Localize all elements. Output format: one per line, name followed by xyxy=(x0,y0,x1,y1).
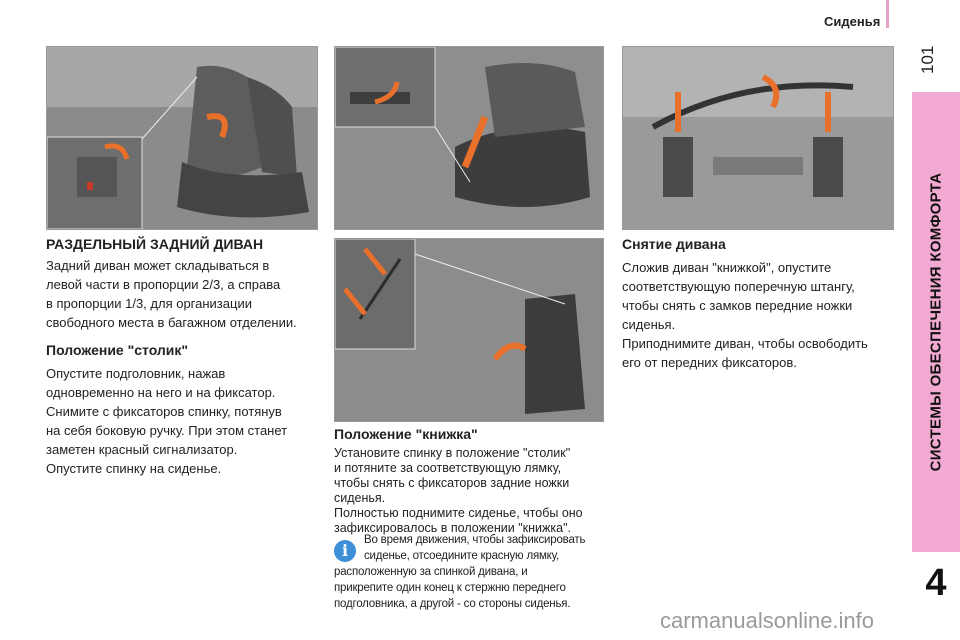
photo-book-position xyxy=(334,238,604,422)
section-title-book-position: Положение "книжка" xyxy=(334,426,478,442)
chapter-title: СИСТЕМЫ ОБЕСПЕЧЕНИЯ КОМФОРТА xyxy=(927,172,945,472)
photo-rear-seat xyxy=(46,46,318,230)
rear-seat-text: Задний диван может складываться в левой части в пропорции 2/3, а справа в пропорции 1/3, для организации свободного места в багажном отделении. xyxy=(46,258,297,330)
removal-text: Сложив диван "книжкой", опустите соответствующую поперечную штангу, чтобы снять с замков передние ножки сиденья. Приподнимите диван, чтобы освободить его от передних фиксаторов. xyxy=(622,260,868,370)
page-number: 101 xyxy=(918,45,937,74)
photo-table-position xyxy=(334,46,604,230)
photo-seat-removal xyxy=(622,46,894,230)
watermark: carmanualsonline.info xyxy=(660,608,875,633)
header-accent-bar xyxy=(886,0,889,28)
section-title-removal: Снятие дивана xyxy=(622,236,726,252)
section-title-rear-seat: РАЗДЕЛЬНЫЙ ЗАДНИЙ ДИВАН xyxy=(46,236,264,252)
page-header-title: Сиденья xyxy=(824,14,881,29)
book-position-text: Установите спинку в положение "столик" и потяните за соответствующую лямку, чтобы снять с фиксаторов задние ножки сиденья. Полностью поднимите сиденье, чтобы оно зафиксировалось в положении "книжка". xyxy=(334,446,583,535)
info-note: Во время движения, чтобы зафиксировать сиденье, отсоедините красную лямку, расположенную за спинкой дивана, и прикрепите один конец к стержню переднего подголовника, а другой - со стороны сиденья. xyxy=(334,534,586,610)
chapter-number: 4 xyxy=(925,562,947,604)
table-position-text: Опустите подголовник, нажав одновременно на него и на фиксатор. Снимите с фиксаторов спинку, потянув на себя боковую ручку. При этом станет заметен красный сигнализатор. Опустите спинку на сиденье. xyxy=(46,366,288,476)
section-title-table-position: Положение "столик" xyxy=(46,342,189,358)
info-icon: i xyxy=(334,540,356,562)
